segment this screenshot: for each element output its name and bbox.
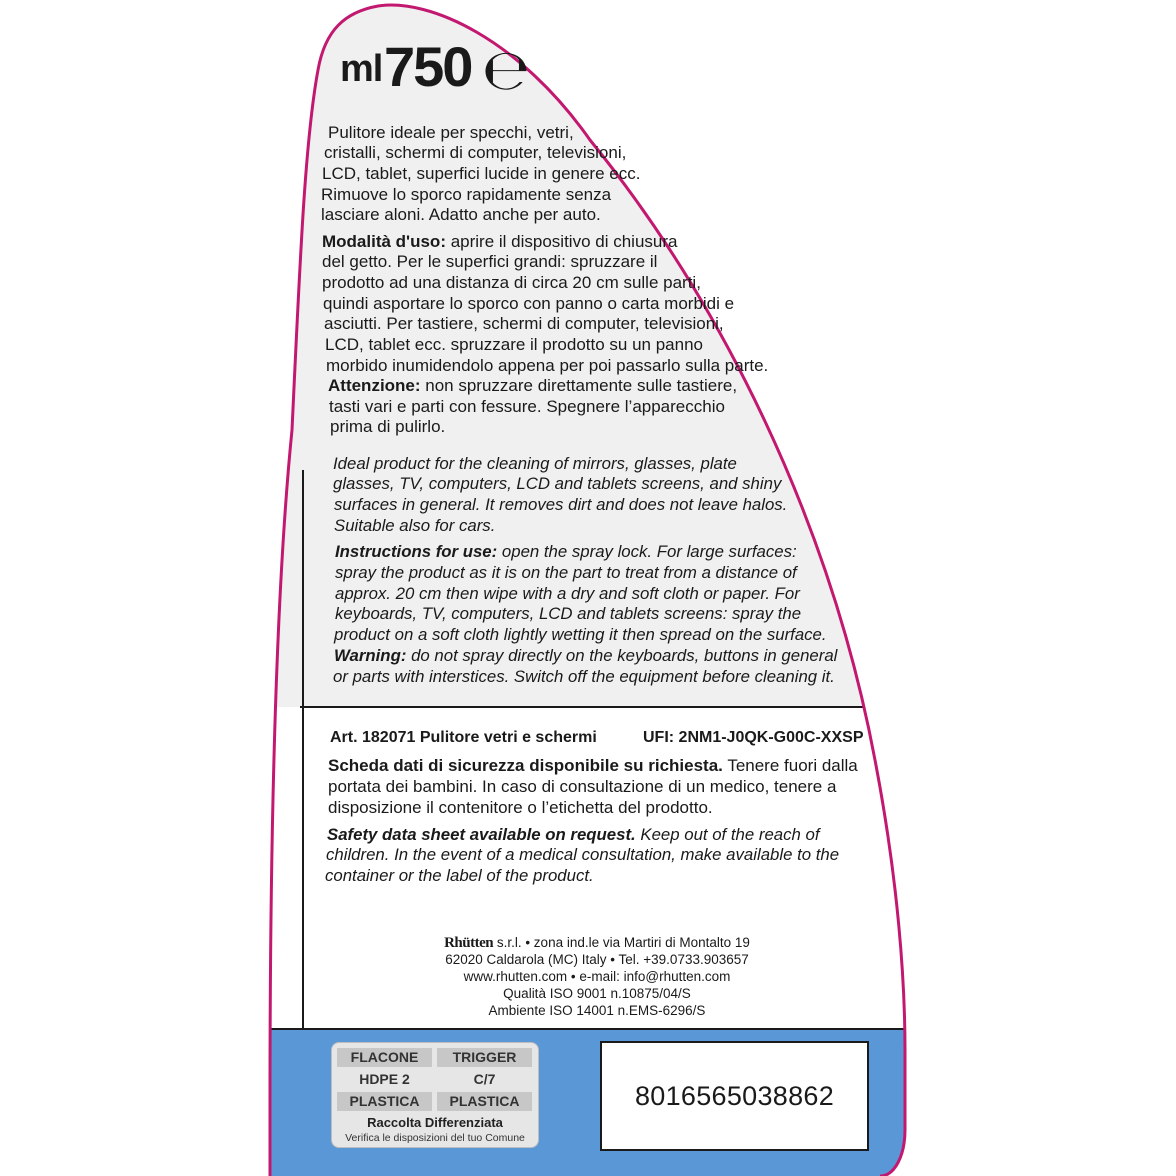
safety-it-first-line xyxy=(328,756,858,777)
safety-it-line: disposizione il contenitore o l’etichetta del prodotto. xyxy=(328,798,713,817)
safety-en-line: children. In the event of a medical consultation, make available to the xyxy=(326,845,840,864)
recycling-title: Raccolta Differenziata xyxy=(367,1115,503,1130)
it-warning-first-line xyxy=(328,376,737,397)
safety-en-text: Keep out of the reach of xyxy=(635,825,820,844)
recycling-header-bottle: FLACONE xyxy=(337,1048,432,1067)
recycling-header-trigger: TRIGGER xyxy=(437,1048,532,1067)
recycling-code-bottle: HDPE 2 xyxy=(359,1071,410,1087)
it-warning-heading: Attenzione: xyxy=(328,376,421,395)
it-usage-line: asciutti. Per tastiere, schermi di computer, televisioni, xyxy=(324,314,724,333)
ufi-code: UFI: 2NM1-J0QK-G00C-XXSP xyxy=(643,729,864,746)
en-usage-text: open the spray lock. For large surfaces: xyxy=(497,542,797,561)
en-warning-heading: Warning: xyxy=(334,646,407,665)
safety-en-line: container or the label of the product. xyxy=(325,866,594,885)
it-desc-line: lasciare aloni. Adatto anche per auto. xyxy=(321,205,601,224)
it-desc-line: LCD, tablet, superfici lucide in genere ecc. xyxy=(322,164,641,183)
it-warning-text: non spruzzare direttamente sulle tastiere, xyxy=(420,376,738,395)
it-usage-line: prodotto ad una distanza di circa 20 cm sulle parti, xyxy=(322,273,701,292)
manufacturer-address: s.r.l. • zona ind.le via Martiri di Montalto 19 xyxy=(493,935,750,950)
brand-logo: Rhütten xyxy=(444,935,494,951)
en-desc-line: surfaces in general. It removes dirt and does not leave halos. xyxy=(334,495,788,514)
volume-value: 750 xyxy=(384,35,472,98)
en-desc-line: Ideal product for the cleaning of mirrors, glasses, plate xyxy=(333,454,737,473)
safety-it-text: Tenere fuori dalla xyxy=(722,756,858,775)
en-warning-line: or parts with interstices. Switch off the equipment before cleaning it. xyxy=(333,667,835,686)
en-usage-line: approx. 20 cm then wipe with a dry and soft cloth or paper. For xyxy=(335,584,800,603)
it-usage-first-line xyxy=(322,232,677,253)
en-usage-line: product on a soft cloth lightly wetting it then spread on the surface. xyxy=(334,625,827,644)
it-warning-line: prima di pulirlo. xyxy=(330,417,446,436)
environment-cert: Ambiente ISO 14001 n.EMS-6296/S xyxy=(488,1003,706,1018)
it-warning-line: tasti vari e parti con fessure. Spegnere l’apparecchio xyxy=(329,397,725,416)
en-usage-heading: Instructions for use: xyxy=(335,542,498,561)
safety-it-line: portata dei bambini. In caso di consultazione di un medico, tenere a xyxy=(328,777,837,796)
it-usage-line: del getto. Per le superfici grandi: spruzzare il xyxy=(322,252,658,271)
en-usage-first-line xyxy=(335,542,797,563)
manufacturer-web: www.rhutten.com • e-mail: info@rhutten.com xyxy=(463,969,731,984)
recycling-code-trigger: C/7 xyxy=(473,1071,496,1087)
en-desc-line: glasses, TV, computers, LCD and tablets screens, and shiny xyxy=(333,474,782,493)
en-warning-first-line xyxy=(334,646,837,667)
it-desc-line: Pulitore ideale per specchi, vetri, xyxy=(328,123,574,142)
manufacturer-line xyxy=(9,934,1176,952)
it-desc-line: cristalli, schermi di computer, televisioni, xyxy=(324,143,627,162)
recycling-subtitle: Verifica le disposizioni del tuo Comune xyxy=(345,1132,525,1144)
barcode-box xyxy=(600,1041,869,1151)
safety-en-heading: Safety data sheet available on request. xyxy=(327,825,636,844)
recycling-material-bottle: PLASTICA xyxy=(337,1092,432,1111)
it-usage-line: LCD, tablet ecc. spruzzare il prodotto su un panno xyxy=(325,335,703,354)
it-usage-text: aprire il dispositivo di chiusura xyxy=(445,232,678,251)
manufacturer-phone: 62020 Caldarola (MC) Italy • Tel. +39.0733.903657 xyxy=(445,952,749,967)
en-desc-line: Suitable also for cars. xyxy=(334,516,496,535)
quality-cert: Qualità ISO 9001 n.10875/04/S xyxy=(503,986,691,1001)
safety-en-first-line xyxy=(327,825,820,846)
en-usage-line: keyboards, TV, computers, LCD and tablets screens: spray the xyxy=(335,604,802,623)
article-code: Art. 182071 Pulitore vetri e schermi xyxy=(330,729,597,746)
en-usage-line: spray the product as it is on the part to treat from a distance of xyxy=(335,563,797,582)
volume-unit: ml xyxy=(340,48,383,90)
it-usage-heading: Modalità d'uso: xyxy=(322,232,446,251)
safety-it-heading: Scheda dati di sicurezza disponibile su richiesta. xyxy=(328,756,723,775)
recycling-box xyxy=(331,1042,539,1148)
barcode-number: 8016565038862 xyxy=(634,1081,835,1111)
en-warning-text: do not spray directly on the keyboards, buttons in general xyxy=(406,646,838,665)
it-desc-line: Rimuove lo sporco rapidamente senza xyxy=(321,185,612,204)
it-usage-line: morbido inumidendolo appena per poi passarlo sulla parte. xyxy=(326,356,769,375)
recycling-material-trigger: PLASTICA xyxy=(437,1092,532,1111)
bottom-band xyxy=(0,1029,1176,1176)
estimated-sign-icon: ℮ xyxy=(482,38,530,103)
it-usage-line: quindi asportare lo sporco con panno o carta morbidi e xyxy=(323,294,735,313)
